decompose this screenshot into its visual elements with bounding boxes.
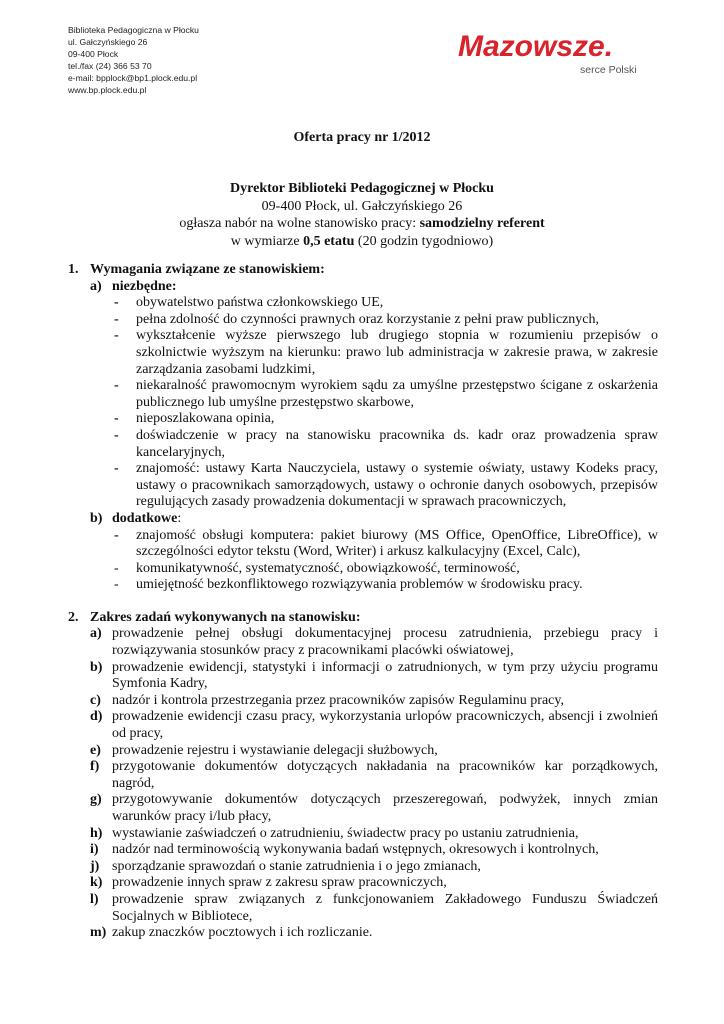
bullet-dash: -: [114, 328, 119, 344]
spacer: [68, 594, 658, 610]
bullet-dash: -: [114, 461, 119, 477]
task-item: [90, 693, 658, 710]
task-letter: g): [90, 792, 102, 808]
subsection-title: [112, 511, 181, 528]
task-letter: m): [90, 925, 107, 941]
task-letter: i): [90, 842, 99, 858]
task-letter: a): [90, 626, 102, 642]
address-line: 09-400 Płock: [68, 49, 119, 59]
list-item-text: komunikatywność, systematyczność, obowiązkowość, terminowość,: [136, 560, 520, 576]
intro-text: ogłasza nabór na wolne stanowisko pracy:: [179, 216, 420, 231]
section-heading: [68, 262, 658, 279]
task-letter: b): [90, 659, 103, 675]
offer-content: [68, 262, 658, 942]
list-item-text: niekaralność prawomocnym wyrokiem sądu za umyślne przestępstwo ścigane z oskarżenia publicznego lub umyślne przestępstwo skarbowe,: [136, 378, 658, 410]
intro-text: w wymiarze: [230, 233, 304, 249]
task-item: [90, 892, 658, 925]
bullet-dash: -: [114, 411, 119, 427]
subsection-letter: b): [90, 510, 103, 526]
logo-tagline: serce Polski: [580, 64, 637, 76]
subsection-label: dodatkowe: [112, 510, 178, 526]
list-item: [112, 528, 658, 561]
address-line: tel./fax (24) 366 53 70: [68, 61, 152, 71]
list-item: [112, 428, 658, 461]
address-line: Biblioteka Pedagogiczna w Płocku: [68, 25, 199, 35]
bullet-dash: -: [114, 295, 119, 311]
intro-line: [0, 215, 724, 233]
section-heading: [68, 610, 658, 627]
task-text: prowadzenie spraw związanych z funkcjonowaniem Zakładowego Funduszu Świadczeń Socjalnych w Bibliotece,: [112, 891, 658, 924]
list-item-text: pełna zdolność do czynności prawnych oraz korzystanie z pełni praw publicznych,: [136, 311, 599, 327]
address-line: ul. Gałczyńskiego 26: [68, 37, 148, 47]
section-number: 1.: [68, 262, 79, 277]
task-letter: l): [90, 891, 99, 907]
task-item: [90, 660, 658, 693]
required-list: [112, 295, 658, 511]
mazowsze-logo: [458, 30, 658, 86]
subsection-heading: [90, 511, 658, 528]
task-item: [90, 925, 658, 942]
list-item-text: doświadczenie w pracy na stanowisku pracownika ds. kadr oraz prowadzenia spraw kancelaryjnych,: [136, 427, 658, 460]
task-text: prowadzenie innych spraw z zakresu spraw pracowniczych,: [112, 875, 447, 891]
subsection-colon: :: [177, 510, 182, 526]
task-text: przygotowanie dokumentów dotyczących nakładania na pracowników kar porządkowych, nagród,: [112, 759, 658, 791]
intro-line: [0, 233, 724, 251]
position-name: samodzielny referent: [419, 216, 545, 231]
subsection-heading: [90, 279, 658, 296]
task-text: zakup znaczków pocztowych i ich rozliczanie.: [112, 925, 373, 941]
offer-intro: [0, 180, 724, 250]
task-letter: k): [90, 875, 103, 891]
bullet-dash: -: [114, 577, 119, 593]
task-item: [90, 626, 658, 659]
task-text: prowadzenie ewidencji, statystyki i informacji o zatrudnionych, w tym przy użyciu programu Symfonia Kadry,: [112, 659, 658, 692]
list-item: [112, 312, 658, 329]
list-item: [112, 295, 658, 312]
list-item-text: znajomość: ustawy Karta Nauczyciela, ustawy o systemie oświaty, ustawy Kodeks pracy, ustawy o pracownikach samorządowych, ustawy o ochronie danych osobowych, przepisów regulujących zasady prowadzenia dokumentacji w sprawach pracowniczych,: [136, 461, 658, 510]
section-number: 2.: [68, 609, 79, 625]
task-item: [90, 859, 658, 876]
list-item: [112, 411, 658, 428]
bullet-dash: -: [114, 427, 119, 443]
task-text: przygotowywanie dokumentów dotyczących przeszeregowań, podwyżek, innych zmian warunków pracy i/lub płacy,: [112, 792, 658, 824]
logo-wordmark: Mazowsze.: [458, 30, 614, 63]
list-item: [112, 577, 658, 594]
task-letter: d): [90, 709, 103, 725]
section-title: Wymagania związane ze stanowiskiem:: [90, 262, 325, 277]
task-letter: j): [90, 858, 100, 874]
bullet-dash: -: [114, 311, 119, 327]
task-text: sporządzanie sprawozdań o stanie zatrudnienia i o jego zmianach,: [112, 858, 481, 874]
task-text: nadzór nad terminowością wykonywania badań wstępnych, okresowych i kontrolnych,: [112, 842, 599, 858]
task-item: [90, 709, 658, 742]
email-line: e-mail: bpplock@bp1.plock.edu.pl: [68, 73, 198, 83]
intro-text: (20 godzin tygodniowo): [354, 233, 494, 249]
bullet-dash: -: [114, 527, 119, 543]
intro-line: 09-400 Płock, ul. Gałczyńskiego 26: [261, 198, 463, 214]
task-text: nadzór i kontrola przestrzegania przez pracowników zapisów Regulaminu pracy,: [112, 692, 564, 708]
list-item: [112, 461, 658, 511]
section-title: Zakres zadań wykonywanych na stanowisku:: [90, 609, 361, 625]
tasks-list: [90, 626, 658, 941]
task-text: prowadzenie rejestru i wystawianie delegacji służbowych,: [112, 742, 438, 758]
list-item: [112, 328, 658, 378]
task-letter: f): [90, 759, 100, 775]
task-item: [90, 842, 658, 859]
list-item-text: umiejętność bezkonfliktowego rozwiązywania problemów w środowisku pracy.: [136, 577, 583, 593]
task-item: [90, 826, 658, 843]
bullet-dash: -: [114, 560, 119, 576]
task-text: wystawianie zaświadczeń o zatrudnieniu, świadectw pracy po ustaniu zatrudnienia,: [112, 825, 579, 841]
bullet-dash: -: [114, 378, 119, 394]
list-item: [112, 378, 658, 411]
list-item-text: nieposzlakowana opinia,: [136, 411, 275, 427]
subsection-title: niezbędne:: [112, 278, 177, 294]
task-letter: c): [90, 692, 101, 708]
task-item: [90, 875, 658, 892]
website-line: www.bp.plock.edu.pl: [68, 85, 147, 95]
task-item: [90, 759, 658, 792]
task-letter: e): [90, 742, 101, 758]
task-text: prowadzenie pełnej obsługi dokumentacyjnej procesu zatrudnienia, przebiegu pracy i rozwiązywania stosunków pracy z pracownikami placówki oświatowej,: [112, 626, 658, 659]
task-item: [90, 743, 658, 760]
task-item: [90, 792, 658, 825]
list-item-text: wykształcenie wyższe pierwszego lub drugiego stopnia w rozumieniu przepisów o szkolnictwie wyższym na kierunku: prawo lub administracja w zakresie prawa, w zakresie zarządzania zasobami ludzkimi,: [136, 328, 658, 377]
additional-list: [112, 528, 658, 594]
fte-value: 0,5 etatu: [303, 233, 355, 249]
subsection-letter: a): [90, 278, 102, 294]
intro-line: Dyrektor Biblioteki Pedagogicznej w Płocku: [230, 181, 494, 196]
task-letter: h): [90, 825, 103, 841]
offer-title: Oferta pracy nr 1/2012: [293, 130, 431, 145]
list-item-text: obywatelstwo państwa członkowskiego UE,: [136, 295, 384, 311]
list-item: [112, 561, 658, 578]
task-text: prowadzenie ewidencji czasu pracy, wykorzystania urlopów pracowniczych, absencji i zwolnień od pracy,: [112, 709, 658, 742]
institution-address: [68, 24, 199, 96]
list-item-text: znajomość obsługi komputera: pakiet biurowy (MS Office, OpenOffice, LibreOffice), w szczególności edytor tekstu (Word, Writer) i arkusz kalkulacyjny (Excel, Calc),: [136, 527, 658, 560]
